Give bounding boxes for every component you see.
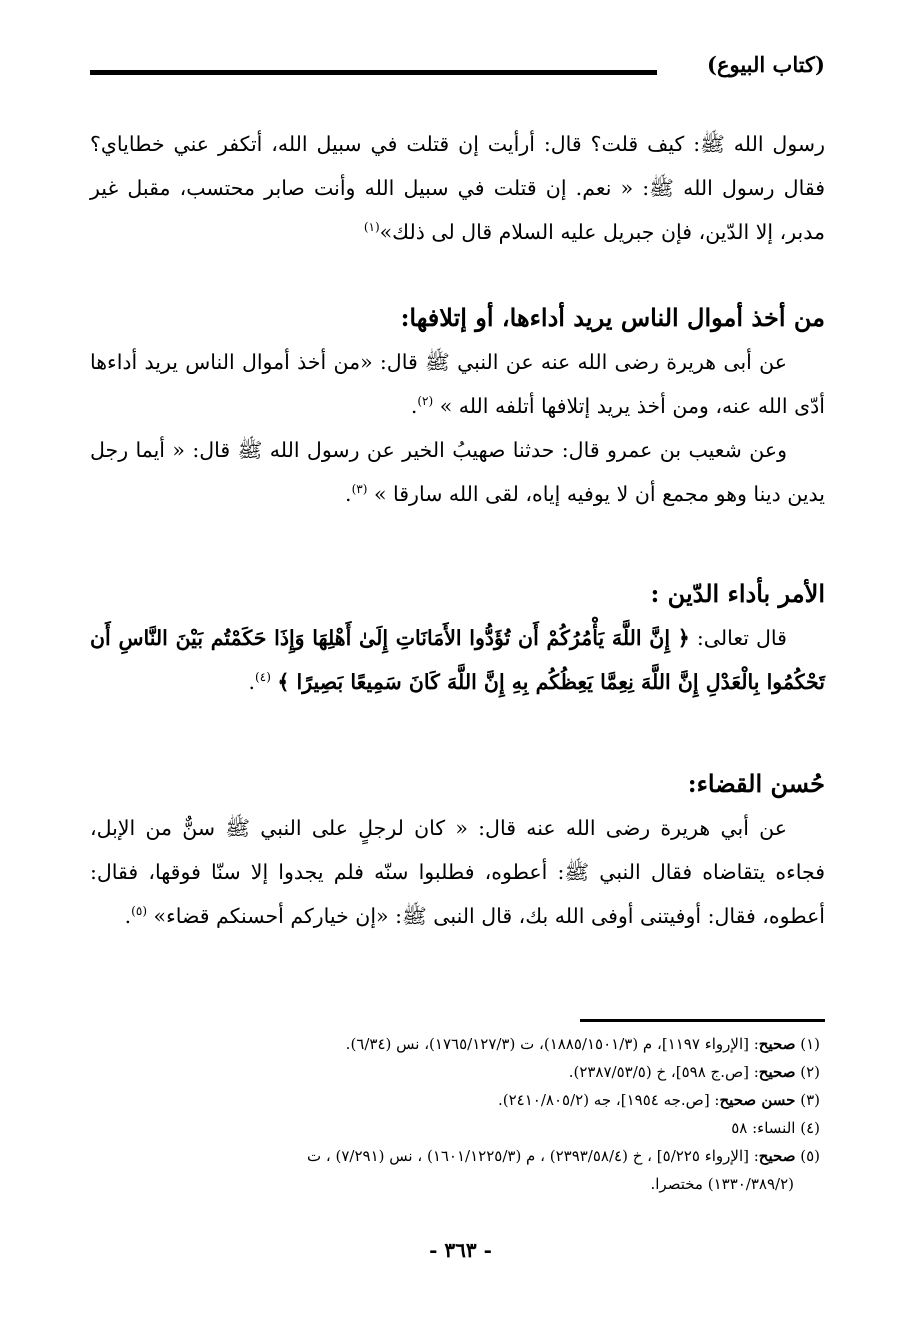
footnote-item: (٥) صحيح: [الإرواء ٥/٢٢٥] ، خ (٢٣٩٣/٥٨/٤) ، م (١٦٠١/١٢٢٥/٣) ، نس (٧/٢٩١) ، ت [307,1147,820,1165]
hadith-paragraph: وعن شعيب بن عمرو قال: حدثنا صهيبُ الخير عن رسول الله ﷺ قال: « أيما رجل يدين دينا وهو مجمع أن لا يوفيه إياه، لقى الله سارقا » $^{(٣)}$. [90,438,825,506]
footnote-item: (٤) النساء: ٥٨ [731,1119,820,1137]
intro-paragraph: رسول الله ﷺ: كيف قلت؟ قال: أرأيت إن قتلت في سبيل الله، أتكفر عني خطاياي؟ فقال رسول الله ﷺ: « نعم. إن قتلت في سبيل الله وأنت صابر محتسب، مقبل غير مدبر، إلا الدّين، فإن جبريل عليه السلام قال لى ذلك»$^{(١)}$ [90,132,825,244]
section-repay-debt [90,572,825,704]
section-heading: الأمر بأداء الدّين : [650,579,825,608]
hadith-paragraph: عن أبي هريرة رضى الله عنه قال: « كان لرجلٍ على النبي ﷺ سنٌّ من الإبل، فجاءه يتقاضاه فقال النبي ﷺ: أعطوه، فطلبوا سنّه فلم يجدوا إلا سنّا فوقها، فقال: أعطوه، فقال: أوفيتنى أوفى الله بك، قال النبى ﷺ: «إن خياركم أحسنكم قضاء» $^{(٥)}$. [90,816,825,928]
footnote-ref: (١) [363,220,380,235]
footnote-ref: (٣) [351,482,368,497]
section-heading: من أخذ أموال الناس يريد أداءها، أو إتلافها: [400,303,825,332]
footnote-ref: (٢) [417,394,434,409]
quran-verse: ﴿ إِنَّ اللَّهَ يَأْمُرُكُمْ أَن تُؤَدُّوا الأَمَانَاتِ إِلَىٰ أَهْلِهَا وَإِذَا حَكَمْتُم بَيْنَ النَّاسِ أَن تَحْكُمُوا بِالْعَدْلِ إِنَّ اللَّهَ نِعِمَّا يَعِظُكُم بِهِ إِنَّ اللَّهَ كَانَ سَمِيعًا بَصِيرًا ﴾ [90,626,825,694]
footnote-ref: (٤) [255,670,271,685]
section-good-repayment [90,762,825,938]
hadith-paragraph: عن أبى هريرة رضى الله عنه عن النبي ﷺ قال: «من أخذ أموال الناس يريد أداءها أدّى الله عنه، ومن أخذ يريد إتلافها أتلفه الله » $^{(٢)}$. [90,350,825,418]
page-header [90,52,825,82]
quran-verse-paragraph: قال تعالى: ﴿ إِنَّ اللَّهَ يَأْمُرُكُمْ أَن تُؤَدُّوا الأَمَانَاتِ إِلَىٰ أَهْلِهَا وَإِذَا حَكَمْتُم بَيْنَ النَّاسِ أَن تَحْكُمُوا بِالْعَدْلِ إِنَّ اللَّهَ نِعِمَّا يَعِظُكُم بِهِ إِنَّ اللَّهَ كَانَ سَمِيعًا بَصِيرًا ﴾ $^{(٤)}$. [90,626,825,694]
footnote-item: (١) صحيح: [الإرواء ١١٩٧]، م (١٨٨٥/١٥٠١/٣)، ت (١٧٦٥/١٢٧/٣)، نس (٦/٣٤). [345,1035,820,1053]
header-rule [90,70,657,75]
book-title: (كتاب البيوع) [707,52,825,77]
footnote-ref: (٥) [131,904,147,919]
intro-block [90,122,825,254]
page-number: - ٣٦٣ - [429,1238,492,1262]
section-heading: حُسن القضاء: [687,769,825,798]
footnote-item: (٣) حسن صحيح: [ص.جه ١٩٥٤]، جه (٢٤١٠/٨٠٥/٢). [498,1091,820,1109]
footnote-continuation: (١٣٣٠/٣٨٩/٢) مختصرا. [650,1175,794,1193]
footnote-divider [580,1019,825,1022]
footnotes [140,1030,820,1198]
footnote-item: (٢) صحيح: [ص.ج ٥٩٨]، خ (٢٣٨٧/٥٣/٥). [568,1063,820,1081]
section-debt-intent [90,296,825,516]
